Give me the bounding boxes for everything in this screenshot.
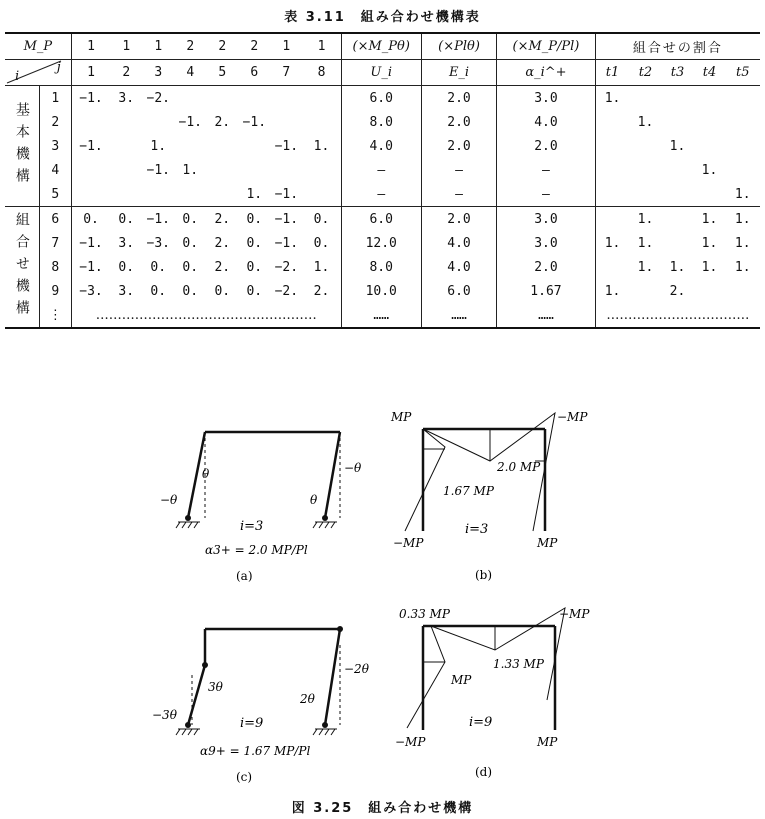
row-cell: −3. [71, 279, 110, 303]
row-t [595, 182, 629, 207]
row-t [629, 182, 661, 207]
unit-a: (×M_P/Pl) [497, 33, 595, 60]
row-cell: 1. [246, 186, 263, 202]
row-e: 6.0 [421, 279, 497, 303]
row-e: 2.0 [421, 134, 497, 158]
row-u: — [341, 182, 421, 207]
fig-d-bl: −MP [395, 735, 426, 749]
row-a: — [497, 158, 595, 182]
row-u: 10.0 [341, 279, 421, 303]
row-cell: −2. [146, 90, 170, 106]
row-t [726, 110, 761, 134]
fig-c-right-angle: 2θ [300, 692, 315, 706]
row-t [726, 279, 761, 303]
row-t [661, 182, 693, 207]
mp-value: 1 [270, 33, 302, 60]
row-cell [206, 182, 238, 207]
table-row [5, 207, 760, 232]
t-label: t4 [693, 60, 725, 86]
fig-c-left-top: 3θ [208, 680, 223, 694]
table-row [5, 86, 760, 111]
row-cell: 0. [313, 235, 330, 251]
row-cell: 0. [118, 259, 135, 275]
row-cell: 0. [238, 207, 270, 232]
mp-value: 1 [110, 33, 142, 60]
row-cell [142, 110, 174, 134]
mechanism-table [5, 32, 760, 329]
row-t [595, 158, 629, 182]
unit-u: (×M_Pθ) [341, 33, 421, 60]
row-cell [238, 134, 270, 158]
row-cell: 0. [302, 207, 341, 232]
row-a: 3.0 [497, 86, 595, 111]
figure-c [150, 615, 370, 785]
row-t: 1. [669, 259, 686, 275]
mp-value: 1 [142, 33, 174, 60]
row-cell [174, 182, 206, 207]
table-row [5, 134, 760, 158]
row-t: 1. [734, 259, 751, 275]
row-e: 2.0 [421, 86, 497, 111]
row-cell: 0. [246, 235, 263, 251]
row-a: 4.0 [497, 110, 595, 134]
row-cell: −1. [71, 134, 110, 158]
row-cell: −1. [274, 235, 299, 251]
row-cell: −1. [146, 162, 170, 178]
fig-a-right-top: −θ [344, 461, 362, 475]
j-value: 1 [71, 60, 110, 86]
row-cell: 0. [246, 259, 263, 275]
mp-value: 2 [238, 33, 270, 60]
row-cell: −2. [274, 283, 299, 299]
mp-value: 1 [302, 33, 341, 60]
row-cell [110, 134, 142, 158]
row-a: …… [497, 303, 595, 328]
j-value: 3 [142, 60, 174, 86]
row-cell: 1. [313, 259, 330, 275]
unit-e: (×Plθ) [421, 33, 497, 60]
row-t: 1. [701, 259, 718, 275]
row-t: 1. [701, 162, 718, 178]
row-u: — [341, 158, 421, 182]
table-row [5, 110, 760, 134]
row-cell: −1. [71, 231, 110, 255]
row-t [661, 158, 693, 182]
row-t [661, 207, 693, 232]
ij-corner [5, 60, 71, 86]
row-cell: 0. [182, 283, 199, 299]
fig-d-caption: (d) [475, 765, 493, 779]
row-cell: −1. [274, 138, 299, 154]
mp-value: 2 [174, 33, 206, 60]
row-index: 6 [39, 207, 71, 232]
row-t: 1. [693, 207, 725, 232]
row-t [661, 110, 693, 134]
row-cell [270, 158, 302, 182]
row-cell [71, 110, 110, 134]
row-a: 3.0 [497, 207, 595, 232]
row-t [726, 134, 761, 158]
row-a: — [497, 182, 595, 207]
table-row [5, 231, 760, 255]
row-cell: 1. [313, 138, 330, 154]
row-cell [270, 110, 302, 134]
row-t: 1. [595, 231, 629, 255]
row-cell: 2. [206, 207, 238, 232]
row-cell: −3. [146, 235, 170, 251]
fig-b-i-label: i=3 [465, 522, 489, 537]
row-cell [142, 182, 174, 207]
row-cell: 0. [246, 283, 263, 299]
fig-c-alpha: α9+ = 1.67 MP/Pl [200, 744, 311, 758]
row-t [693, 279, 725, 303]
row-t: 1. [726, 207, 761, 232]
row-cell [71, 182, 110, 207]
row-dots: …………………………………………… [71, 303, 341, 328]
mp-value: 2 [206, 33, 238, 60]
row-u: …… [341, 303, 421, 328]
fig-b-mid: 2.0 MP [497, 460, 541, 474]
row-index: ⋮ [39, 303, 71, 328]
row-index: 8 [39, 255, 71, 279]
row-e: …… [421, 303, 497, 328]
row-cell: 0. [214, 283, 231, 299]
fig-c-right-top: −2θ [344, 662, 369, 676]
row-cell: 2. [214, 235, 231, 251]
row-u: 6.0 [341, 86, 421, 111]
row-t: 2. [669, 283, 686, 299]
j-value: 5 [206, 60, 238, 86]
figure-b [385, 405, 615, 585]
row-u: 4.0 [341, 134, 421, 158]
figure-d [385, 600, 615, 782]
row-cell: 0. [110, 207, 142, 232]
j-value: 4 [174, 60, 206, 86]
row-cell: −1. [71, 255, 110, 279]
row-e: 4.0 [421, 231, 497, 255]
mp-value: 1 [71, 33, 110, 60]
row-e: — [421, 158, 497, 182]
row-t [595, 255, 629, 279]
col-u: U_i [341, 60, 421, 86]
fig-a-left-angle: −θ [160, 493, 178, 507]
row-cell: 0. [71, 207, 110, 232]
fig-d-mid: 1.33 MP [493, 657, 544, 671]
row-u: 8.0 [341, 255, 421, 279]
row-t [595, 110, 629, 134]
row-u: 8.0 [341, 110, 421, 134]
row-cell: 0. [150, 259, 167, 275]
fig-a-left-top: θ [202, 467, 210, 481]
fig-d-br: MP [537, 735, 558, 749]
row-cell [206, 134, 238, 158]
row-cell: 3. [118, 235, 135, 251]
table-row [5, 158, 760, 182]
col-e: E_i [421, 60, 497, 86]
row-e: 2.0 [421, 110, 497, 134]
row-t: 1. [637, 235, 654, 251]
fig-c-i-label: i=9 [240, 716, 264, 731]
row-cell [302, 182, 341, 207]
ij-j: j [56, 60, 61, 75]
row-cell [174, 86, 206, 111]
row-t [629, 134, 661, 158]
fig-b-mp-tr: −MP [557, 410, 588, 424]
row-t [693, 134, 725, 158]
fig-a-caption: (a) [236, 569, 253, 583]
row-e: 4.0 [421, 255, 497, 279]
row-t: 1. [637, 114, 654, 130]
row-cell [206, 158, 238, 182]
row-u: 6.0 [341, 207, 421, 232]
row-index: 1 [39, 86, 71, 111]
figure-a [150, 418, 370, 588]
row-cell: 3. [118, 90, 135, 106]
row-t [693, 86, 725, 111]
row-cell: −1. [242, 114, 267, 130]
row-t: 1. [734, 235, 751, 251]
row-cell: −1. [274, 186, 299, 202]
mp-label: M_P [5, 33, 71, 60]
ij-i: i [15, 69, 20, 84]
row-cell: −1. [142, 207, 174, 232]
t-label: t3 [661, 60, 693, 86]
fig-c-caption: (c) [236, 770, 253, 784]
row-cell [238, 158, 270, 182]
t-label: t2 [629, 60, 661, 86]
row-t [661, 86, 693, 111]
row-tdots: …………………………… [595, 303, 760, 328]
row-t [661, 231, 693, 255]
table-title: 表 3.11 組み合わせ機構表 [284, 10, 481, 25]
group-combo: 組合せ機構 [5, 207, 39, 329]
row-t: 1. [701, 235, 718, 251]
col-a: α_i^+ [497, 60, 595, 86]
row-cell: 0. [174, 207, 206, 232]
fig-b-caption: (b) [475, 568, 493, 582]
j-value: 6 [238, 60, 270, 86]
row-t: 1. [734, 186, 751, 202]
fig-b-bl: −MP [393, 536, 424, 550]
fig-d-mp-tr: −MP [559, 607, 590, 621]
row-t [629, 158, 661, 182]
fig-a-i-label: i=3 [240, 519, 264, 534]
row-a: 2.0 [497, 134, 595, 158]
row-cell: 0. [182, 235, 199, 251]
row-cell [302, 110, 341, 134]
row-e: 2.0 [421, 207, 497, 232]
fig-a-alpha: α3+ = 2.0 MP/Pl [205, 543, 308, 557]
fig-c-left-angle: −3θ [152, 708, 177, 722]
row-t: 1. [595, 279, 629, 303]
row-cell: 1. [150, 138, 167, 154]
row-index: 9 [39, 279, 71, 303]
j-value: 8 [302, 60, 341, 86]
row-t [595, 134, 629, 158]
row-t [693, 182, 725, 207]
row-cell: −2. [274, 259, 299, 275]
fig-d-mp-tl: 0.33 MP [399, 607, 450, 621]
row-a: 2.0 [497, 255, 595, 279]
fig-b-mp-tl: MP [391, 410, 412, 424]
row-u: 12.0 [341, 231, 421, 255]
row-cell [110, 158, 142, 182]
table-row [5, 279, 760, 303]
row-a: 1.67 [497, 279, 595, 303]
row-cell: −1. [71, 86, 110, 111]
fig-b-left-mid: 1.67 MP [443, 484, 494, 498]
figure-caption: 図 3.25 組み合わせ機構 [291, 801, 474, 816]
t-label: t5 [726, 60, 761, 86]
row-index: 3 [39, 134, 71, 158]
row-t [726, 158, 761, 182]
row-t: 1. [629, 207, 661, 232]
fig-b-br: MP [537, 536, 558, 550]
group-basic: 基本機構 [5, 86, 39, 207]
row-cell [238, 86, 270, 111]
row-cell: −1. [178, 114, 202, 130]
fig-d-left-mid: MP [451, 673, 472, 687]
fig-d-i-label: i=9 [469, 715, 493, 730]
row-index: 7 [39, 231, 71, 255]
row-t: 1. [669, 138, 686, 154]
row-index: 4 [39, 158, 71, 182]
row-cell: 2. [214, 259, 231, 275]
row-cell [110, 182, 142, 207]
row-cell: 0. [150, 283, 167, 299]
row-t: 1. [637, 259, 654, 275]
row-a: 3.0 [497, 231, 595, 255]
t-label: t1 [595, 60, 629, 86]
row-cell: 2. [313, 283, 330, 299]
row-cell: 1. [182, 162, 199, 178]
row-cell [206, 86, 238, 111]
ratio-title: 組合せの割合 [595, 33, 760, 60]
row-t [595, 207, 629, 232]
row-cell [71, 158, 110, 182]
row-t [693, 110, 725, 134]
row-cell [110, 110, 142, 134]
row-cell: 2. [214, 114, 231, 130]
row-cell: 0. [182, 259, 199, 275]
j-value: 2 [110, 60, 142, 86]
row-cell [302, 158, 341, 182]
row-index: 2 [39, 110, 71, 134]
row-cell [270, 86, 302, 111]
row-t [726, 86, 761, 111]
j-value: 7 [270, 60, 302, 86]
row-cell: 3. [118, 283, 135, 299]
row-t [629, 279, 661, 303]
table-row [5, 255, 760, 279]
row-cell: −1. [270, 207, 302, 232]
row-cell [302, 86, 341, 111]
table-row [5, 182, 760, 207]
fig-a-right-angle: θ [310, 493, 318, 507]
ij-slash [5, 60, 63, 84]
row-t: 1. [595, 86, 629, 111]
row-e: — [421, 182, 497, 207]
table-row [5, 303, 760, 328]
row-index: 5 [39, 182, 71, 207]
row-t [629, 86, 661, 111]
row-cell [174, 134, 206, 158]
